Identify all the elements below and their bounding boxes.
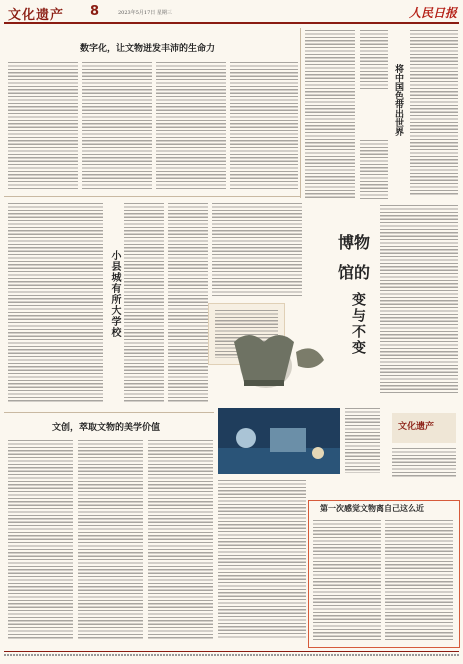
column-vertical-title: 将中国色带出世界 [393,64,403,136]
column-divider [300,28,301,198]
museum-title-line2: 馆的 [338,263,371,282]
left-article-body-col3 [168,203,208,403]
left-article-body-col1 [8,203,103,403]
newspaper-logo: 人民日报 [408,6,457,20]
page-header [4,4,459,24]
section-divider [4,196,300,197]
page-footer [4,651,459,660]
right-article-body-col1 [305,30,355,200]
page-number: 8 [90,4,100,19]
left-article-body-col2 [124,203,164,403]
middle-article-body-col1 [8,440,73,640]
top-article-title: 数字化，让文物迸发丰沛的生命力 [80,44,216,54]
culture-block-text [392,448,456,478]
bottom-article-title: 第一次感觉文物离自己这么近 [320,503,424,513]
bottom-article-body-col1 [313,520,381,642]
top-article-body-col4 [230,62,298,190]
section-name: 文化遗产 [8,8,65,23]
issue-date: 2023年5月17日 星期三 [118,10,172,16]
bottom-article-body-col2 [385,520,453,642]
museum-article-body [380,205,458,395]
middle-article-title: 文创，萃取文物的美学价值 [52,423,161,433]
museum-title-line3: 变与不变 [350,292,366,356]
top-article-body-col1 [8,62,78,190]
left-article-body-col4 [212,203,302,298]
center-article-body [218,480,306,640]
bronze-artifact-photo [214,322,329,412]
middle-article-body-col3 [148,440,213,640]
museum-title-line1: 博物 [338,233,371,252]
right-article-body-col2a [360,30,388,90]
middle-article-body-col2 [78,440,143,640]
right-article-body-col2b [360,140,388,200]
section-divider-2 [4,412,214,413]
top-article-body-col3 [156,62,226,190]
museum-caption-text [345,408,380,473]
culture-block [392,413,456,443]
museum-hall-photo [218,408,340,474]
top-article-body-col2 [82,62,152,190]
culture-block-title: 文化遗产 [398,422,435,432]
left-article-vertical-title: 小县城有所大学校 [109,250,120,338]
right-article-body-col3 [410,30,458,195]
footer-text-line [4,654,459,656]
